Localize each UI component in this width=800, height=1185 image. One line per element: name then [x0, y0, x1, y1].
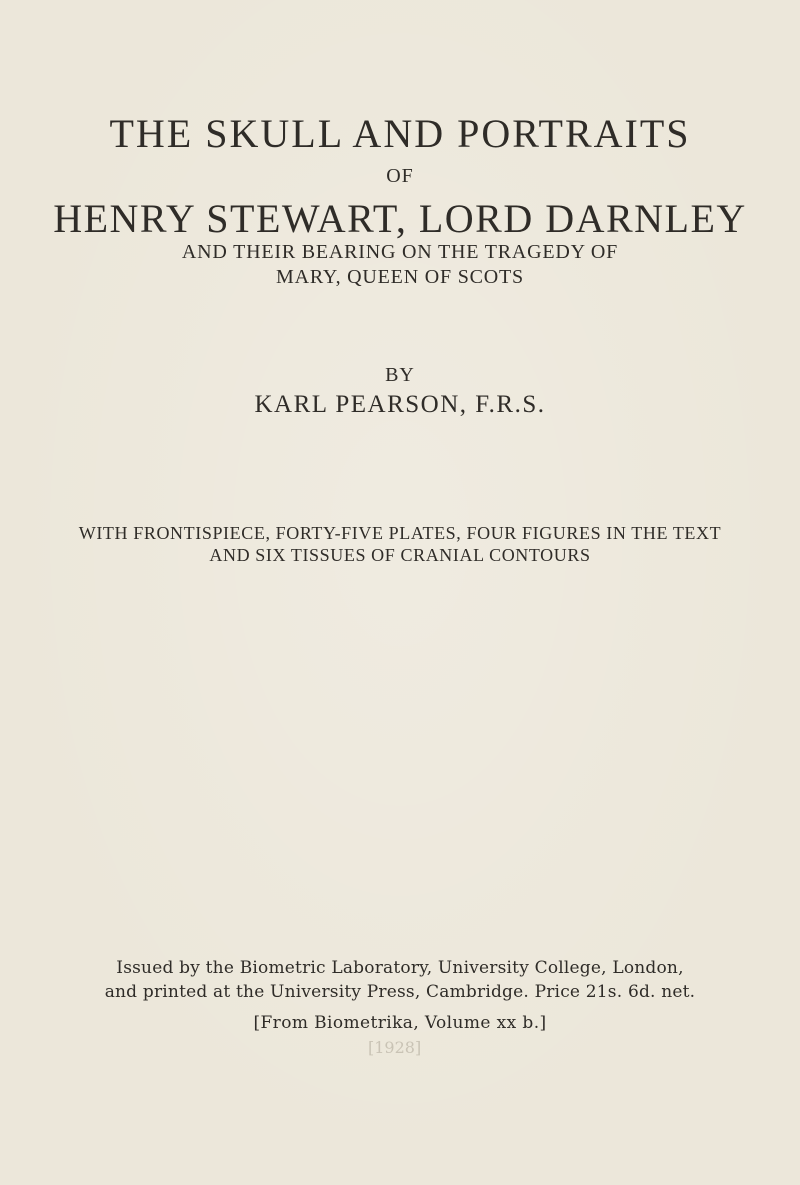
title-line-1: THE SKULL AND PORTRAITS — [109, 111, 691, 156]
library-stamp: [1928] — [368, 1038, 422, 1057]
contents-line-2: AND SIX TISSUES OF CRANIAL CONTOURS — [209, 545, 591, 565]
source-note: [From Biometrika, Volume xx b.] — [253, 1013, 547, 1033]
subtitle-line-2: MARY, QUEEN OF SCOTS — [276, 266, 524, 288]
by-label: BY — [385, 364, 415, 386]
imprint-line-1: Issued by the Biometric Laboratory, University College, London, — [116, 958, 684, 978]
title-line-2: HENRY STEWART, LORD DARNLEY — [53, 196, 747, 241]
contents-line-1: WITH FRONTISPIECE, FORTY-FIVE PLATES, FOUR FIGURES IN THE TEXT — [78, 523, 722, 543]
title-of: OF — [386, 165, 414, 187]
subtitle-line-1: AND THEIR BEARING ON THE TRAGEDY OF — [181, 241, 619, 263]
author-name: KARL PEARSON, F.R.S. — [254, 391, 546, 418]
imprint-line-2: and printed at the University Press, Cambridge. Price 21s. 6d. net. — [104, 982, 696, 1002]
